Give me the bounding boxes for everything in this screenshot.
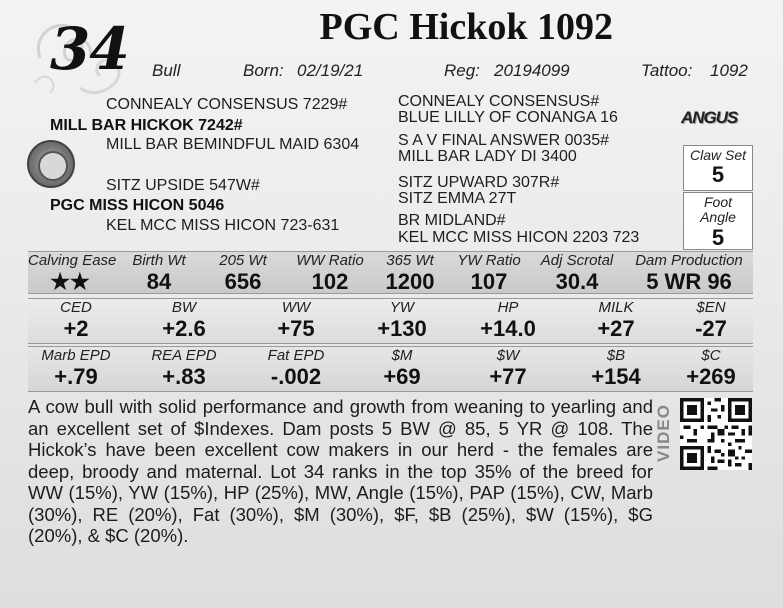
ww-ratio-cell xyxy=(290,253,370,294)
rea-epd-label: REA EPD xyxy=(151,347,217,364)
sire-dam-sire: S A V FINAL ANSWER 0035# xyxy=(398,132,610,149)
ww-cell xyxy=(248,300,344,341)
yw-ratio-cell xyxy=(450,253,528,294)
b-index-label: $B xyxy=(606,347,626,364)
c-index-cell xyxy=(670,348,752,389)
breeder-seal-icon xyxy=(27,140,75,188)
bw-value: +2.6 xyxy=(162,315,206,341)
weaning-wt-label: 205 Wt xyxy=(219,252,267,269)
ww-label: WW xyxy=(281,299,311,316)
qr-code-icon[interactable] xyxy=(680,398,752,470)
ced-label: CED xyxy=(60,299,92,316)
bw-cell xyxy=(136,300,232,341)
sire-dam: MILL BAR BEMINDFUL MAID 6304 xyxy=(106,136,360,153)
marb-epd-cell xyxy=(28,348,124,389)
m-index-value: +69 xyxy=(383,363,421,389)
foot-angle-box xyxy=(683,192,753,250)
en-cell xyxy=(670,300,752,341)
ww-value: +75 xyxy=(277,315,315,341)
ww-ratio-value: 102 xyxy=(311,268,349,294)
angus-logo: ANGUS xyxy=(681,108,738,127)
yearling-wt-label: 365 Wt xyxy=(386,252,434,269)
birth-wt-value: 84 xyxy=(146,268,172,294)
hp-label: HP xyxy=(497,299,519,316)
hp-value: +14.0 xyxy=(480,315,536,341)
claw-set-value: 5 xyxy=(711,162,725,188)
adj-scrotal-label: Adj Scrotal xyxy=(540,252,614,269)
fat-epd-value: -.002 xyxy=(270,363,322,389)
dam-sire-dam: SITZ EMMA 27T xyxy=(398,190,517,207)
yw-ratio-label: YW Ratio xyxy=(457,252,521,269)
carcass-index-band xyxy=(28,346,753,392)
w-index-label: $W xyxy=(496,347,520,364)
dam-dam: KEL MCC MISS HICON 723-631 xyxy=(106,217,340,234)
sire-dam-dam: MILL BAR LADY DI 3400 xyxy=(398,148,577,165)
animal-name: PGC Hickok 1092 xyxy=(319,6,613,48)
weaning-wt-value: 656 xyxy=(224,268,262,294)
epd-band xyxy=(28,298,753,344)
milk-value: +27 xyxy=(597,315,635,341)
dam-production-value: 5 WR 96 xyxy=(646,268,732,294)
tattoo-number: 1092 xyxy=(710,61,748,80)
m-index-label: $M xyxy=(391,347,413,364)
rea-epd-value: +.83 xyxy=(162,363,206,389)
dam: PGC MISS HICON 5046 xyxy=(50,197,225,214)
adj-scrotal-value: 30.4 xyxy=(555,268,599,294)
ww-ratio-label: WW Ratio xyxy=(296,252,364,269)
w-index-cell xyxy=(460,348,556,389)
fat-epd-cell xyxy=(248,348,344,389)
yearling-wt-cell xyxy=(372,253,448,294)
lot-description: A cow bull with solid performance and growth from weaning to yearling and an excellent set of $Indexes. Dam posts 5 BW @ 85, 5 YR @ 108. The Hickok’s have been excellent cow makers in our herd - the females are deep, broody and maternal. Lot 34 ranks in the top 35% of the breed for WW (15%), YW (15%), HP (25%), MW, Angle (15%), PAP (15%), CW, Marb (30%), RE (20%), Fat (30%), $M (30%), $F, $B (25%), $W (15%), $G (20%), & $C (20%). xyxy=(28,396,653,546)
fat-epd-label: Fat EPD xyxy=(267,347,325,364)
dam-sire-sire: SITZ UPWARD 307R# xyxy=(398,174,560,191)
dam-production-cell xyxy=(628,253,750,294)
dam-dam-sire: BR MIDLAND# xyxy=(398,212,506,229)
ced-value: +2 xyxy=(63,315,89,341)
en-value: -27 xyxy=(695,315,727,341)
weaning-wt-cell xyxy=(208,253,278,294)
yw-value: +130 xyxy=(377,315,427,341)
bw-label: BW xyxy=(171,299,197,316)
milk-label: MILK xyxy=(598,299,634,316)
claw-set-box xyxy=(683,145,753,191)
adj-scrotal-cell xyxy=(532,253,622,294)
reg-number: 20194099 xyxy=(494,61,570,80)
en-label: $EN xyxy=(696,299,726,316)
sire-sire: CONNEALY CONSENSUS 7229# xyxy=(106,96,348,113)
reg-label: Reg: xyxy=(444,61,480,80)
born-date: 02/19/21 xyxy=(297,61,364,80)
calving-ease-value: ★★ xyxy=(50,268,90,294)
marb-epd-label: Marb EPD xyxy=(41,347,111,364)
calving-ease-label: Calving Ease xyxy=(28,252,117,269)
w-index-value: +77 xyxy=(489,363,527,389)
lot-number: 34 xyxy=(50,15,129,83)
dam-production-label: Dam Production xyxy=(635,252,743,269)
c-index-label: $C xyxy=(701,347,721,364)
c-index-value: +269 xyxy=(686,363,736,389)
video-label[interactable] xyxy=(653,398,675,468)
birth-wt-cell xyxy=(124,253,194,294)
sire-sire-dam: BLUE LILLY OF CONANGA 16 xyxy=(398,109,618,126)
birth-wt-label: Birth Wt xyxy=(132,252,186,269)
yw-cell xyxy=(354,300,450,341)
born-label: Born: xyxy=(243,61,284,80)
sire: MILL BAR HICKOK 7242# xyxy=(50,117,243,134)
ced-cell xyxy=(28,300,124,341)
foot-angle-label: Foot Angle xyxy=(700,194,736,226)
yw-label: YW xyxy=(389,299,415,316)
calving-ease-cell xyxy=(28,252,117,294)
hp-cell xyxy=(460,300,556,341)
b-index-cell xyxy=(568,348,664,389)
b-index-value: +154 xyxy=(591,363,641,389)
claw-set-label: Claw Set xyxy=(689,147,747,163)
sire-sire-sire: CONNEALY CONSENSUS# xyxy=(398,93,600,110)
yw-ratio-value: 107 xyxy=(470,268,508,294)
yearling-wt-value: 1200 xyxy=(385,268,435,294)
performance-band xyxy=(28,251,753,294)
m-index-cell xyxy=(354,348,450,389)
animal-type: Bull xyxy=(152,61,181,80)
milk-cell xyxy=(568,300,664,341)
dam-sire: SITZ UPSIDE 547W# xyxy=(106,177,260,194)
marb-epd-value: +.79 xyxy=(54,363,98,389)
dam-dam-dam: KEL MCC MISS HICON 2203 723 xyxy=(398,229,640,246)
tattoo-label: Tattoo: xyxy=(641,61,693,80)
foot-angle-value: 5 xyxy=(711,224,725,250)
video-label-text: VIDEO xyxy=(654,404,673,462)
rea-epd-cell xyxy=(136,348,232,389)
